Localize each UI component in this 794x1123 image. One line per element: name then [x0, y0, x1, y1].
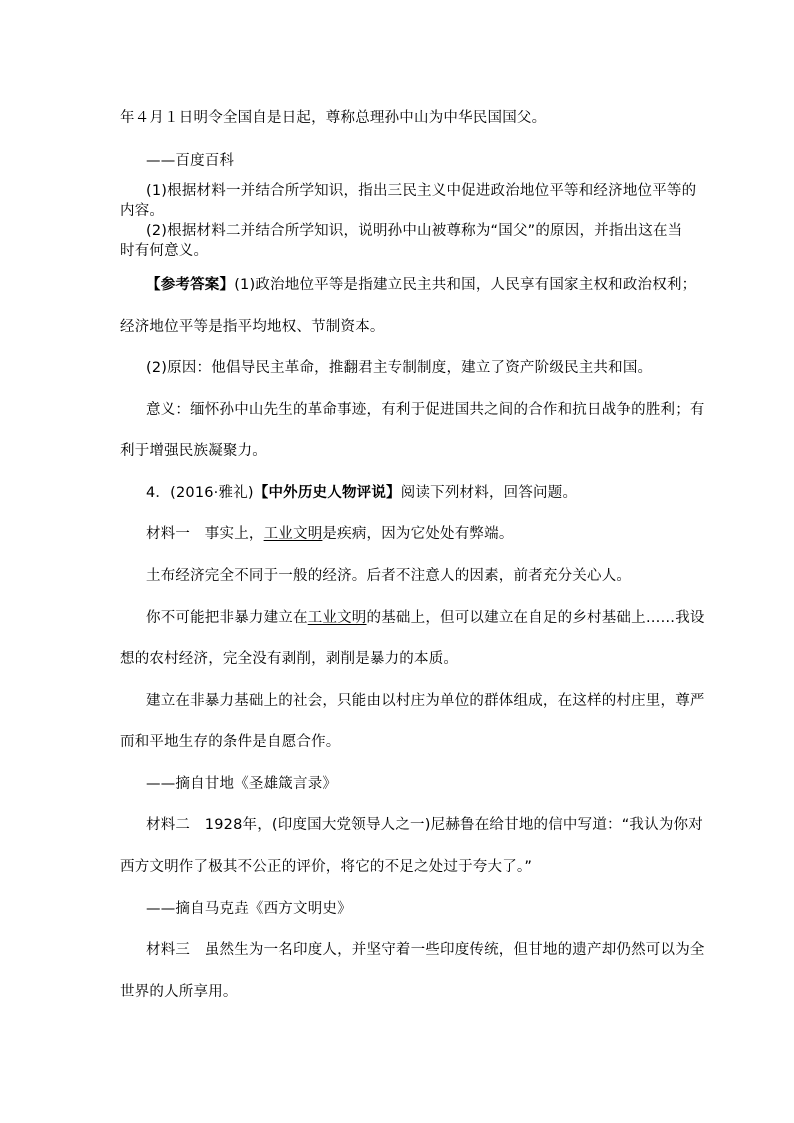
text: ——摘自甘地《圣雄箴言录》 — [146, 776, 338, 792]
answer-1-line-1 — [146, 275, 696, 295]
text: 年４月１日明令全国自是日起，尊称总理孙中山为中华民国国父。 — [120, 110, 547, 126]
text: (2)根据材料二并结合所学知识，说明孙中山被尊称为“国父”的原因，并指出这在当 — [146, 223, 683, 239]
answer-2-reason — [146, 358, 652, 378]
text: 材料三 虽然生为一名印度人，并坚守着一些印度传统，但甘地的遗产却仍然可以为全 — [146, 942, 705, 958]
question-1-line-2 — [120, 201, 164, 221]
text: ——百度百科 — [146, 153, 235, 169]
text: (1)政治地位平等是指建立民主共和国，人民享有国家主权和政治权利； — [234, 277, 697, 293]
paragraph-decree-line — [120, 108, 546, 128]
text: 西方文明作了极其不公正的评价，将它的不足之处过于夸大了。” — [120, 859, 533, 875]
text: 是疾病，因为它处处有弊端。 — [322, 526, 514, 542]
text: 而和平地生存的条件是自愿合作。 — [120, 734, 341, 750]
material-1-line-4 — [120, 649, 458, 669]
material-3-line-2 — [120, 982, 238, 1002]
source-western-civilization — [146, 899, 352, 919]
question-1-line-1 — [146, 181, 696, 201]
material-1-line-3 — [146, 608, 705, 628]
source-baidu — [146, 151, 234, 171]
text: (2)原因：他倡导民主革命，推翻君主专制制度，建立了资产阶级民主共和国。 — [146, 360, 653, 376]
text: 利于增强民族凝聚力。 — [120, 443, 267, 459]
text: 材料一 事实上， — [146, 526, 264, 542]
text: 内容。 — [120, 203, 165, 219]
question-number: 4．(2016·雅礼) — [146, 485, 254, 501]
question-category: 【中外历史人物评说】 — [253, 485, 401, 501]
material-2-line-2 — [120, 857, 532, 877]
question-2-line-1 — [146, 221, 682, 241]
text: 建立在非暴力基础上的社会，只能由以村庄为单位的群体组成，在这样的村庄里，尊严 — [146, 693, 705, 709]
underlined-term: 工业文明 — [263, 526, 323, 542]
material-1-line-5 — [146, 691, 705, 711]
question-2-line-2 — [120, 241, 208, 261]
answer-2-significance-line-1 — [146, 400, 705, 420]
text: 意义：缅怀孙中山先生的革命事迹，有利于促进国共之间的合作和抗日战争的胜利；有 — [146, 402, 705, 418]
text: 土布经济完全不同于一般的经济。后者不注意人的因素，前者充分关心人。 — [146, 568, 632, 584]
material-3-line-1 — [146, 940, 705, 960]
material-1-line-6 — [120, 732, 341, 752]
question-4-heading — [146, 483, 577, 503]
material-2-line-1 — [146, 815, 703, 835]
text: 阅读下列材料，回答问题。 — [400, 485, 578, 501]
answer-label: 【参考答案】 — [146, 277, 235, 293]
text: 材料二 1928年，(印度国大党领导人之一)尼赫鲁在给甘地的信中写道：“我认为你对 — [146, 817, 703, 833]
text: 想的农村经济，完全没有剥削，剥削是暴力的本质。 — [120, 651, 459, 667]
material-1-line-1 — [146, 524, 514, 544]
text: 时有何意义。 — [120, 243, 209, 259]
text: 世界的人所享用。 — [120, 984, 238, 1000]
text: 的基础上，但可以建立在自足的乡村基础上……我设 — [366, 610, 705, 626]
text: 经济地位平等是指平均地权、节制资本。 — [120, 319, 385, 335]
text: (1)根据材料一并结合所学知识，指出三民主义中促进政治地位平等和经济地位平等的 — [146, 183, 697, 199]
answer-2-significance-line-2 — [120, 441, 267, 461]
source-gandhi — [146, 774, 337, 794]
text: ——摘自马克垚《西方文明史》 — [146, 901, 352, 917]
text: 你不可能把非暴力建立在 — [146, 610, 308, 626]
material-1-line-2 — [146, 566, 631, 586]
underlined-term: 工业文明 — [307, 610, 367, 626]
answer-1-line-2 — [120, 317, 385, 337]
